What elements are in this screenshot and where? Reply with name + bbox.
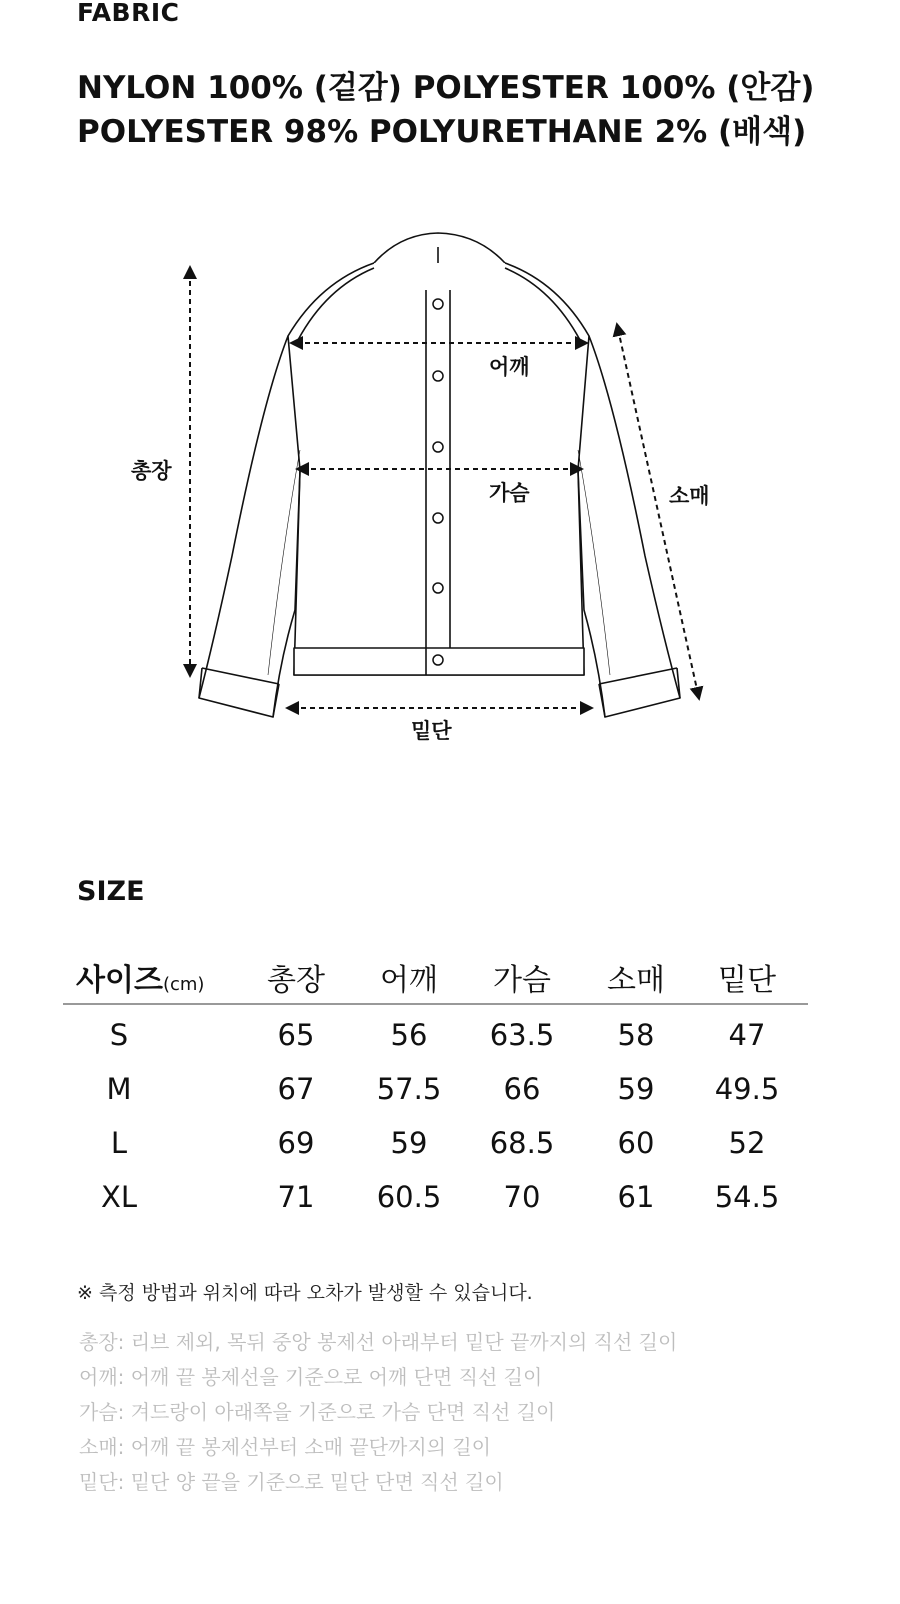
note-chest-description: 가슴: 겨드랑이 아래쪽을 기준으로 가슴 단면 직선 길이 [79,1400,556,1424]
column-header-length: 총장 [267,963,325,998]
unit-label: (cm) [162,974,205,995]
button-icon [433,371,443,381]
shoulder-cell: 57.5 [376,1072,442,1106]
sleeve-cell: 60 [617,1126,655,1160]
length-cell: 67 [277,1072,315,1106]
length-label: 총장 [131,459,172,483]
hem-cell: 47 [728,1018,766,1052]
table-row [63,1113,808,1167]
fabric-composition-line-1: NYLON 100% (겉감) POLYESTER 100% (안감) [77,70,815,106]
chest-cell: 70 [503,1180,541,1214]
length-cell: 65 [277,1018,315,1052]
column-header-chest: 가슴 [493,963,551,998]
hem-cell: 49.5 [714,1072,780,1106]
jacket-measurement-diagram [0,220,900,780]
size-column-header-label: 사이즈 [76,963,163,998]
note-hem-description: 밑단: 밑단 양 끝을 기준으로 밑단 단면 직선 길이 [79,1470,504,1494]
measurement-error-notice: ※ 측정 방법과 위치에 따라 오차가 발생할 수 있습니다. [77,1282,533,1304]
sleeve-measure-line [618,329,698,694]
length-cell: 71 [277,1180,315,1214]
length-cell: 69 [277,1126,315,1160]
size-cell: XL [100,1180,138,1214]
sleeve-cell: 59 [617,1072,655,1106]
button-icon [433,442,443,452]
column-header-hem: 밑단 [718,963,776,998]
chest-label: 가슴 [489,481,530,505]
size-heading: SIZE [77,876,145,907]
hem-label: 밑단 [411,719,452,743]
note-shoulder-description: 어깨: 어깨 끝 봉제선을 기준으로 어깨 단면 직선 길이 [79,1365,543,1389]
button-icon [433,583,443,593]
table-row [63,1167,808,1221]
shoulder-cell: 60.5 [376,1180,442,1214]
size-table [63,955,808,1221]
shoulder-cell: 56 [390,1018,428,1052]
button-icon [433,513,443,523]
button-icon [433,655,443,665]
hem-cell: 52 [728,1126,766,1160]
table-row [63,1005,808,1059]
size-table-header [63,955,808,1005]
shoulder-label: 어깨 [489,355,530,379]
size-column-header [76,955,204,999]
table-row [63,1059,808,1113]
chest-cell: 63.5 [489,1018,555,1052]
note-length-description: 총장: 리브 제외, 목뒤 중앙 봉제선 아래부터 밑단 끝까지의 직선 길이 [79,1330,678,1354]
note-sleeve-description: 소매: 어깨 끝 봉제선부터 소매 끝단까지의 길이 [79,1435,491,1459]
size-cell: L [110,1126,128,1160]
hem-cell: 54.5 [714,1180,780,1214]
column-header-shoulder: 어깨 [380,963,438,998]
size-cell: S [109,1018,129,1052]
sleeve-label: 소매 [669,484,710,508]
fabric-composition-line-2: POLYESTER 98% POLYURETHANE 2% (배색) [77,114,807,150]
size-cell: M [106,1072,132,1106]
button-icon [433,299,443,309]
sleeve-cell: 58 [617,1018,655,1052]
chest-cell: 66 [503,1072,541,1106]
fabric-heading: FABRIC [77,0,180,27]
shoulder-cell: 59 [390,1126,428,1160]
chest-cell: 68.5 [489,1126,555,1160]
column-header-sleeve: 소매 [607,963,665,998]
sleeve-cell: 61 [617,1180,655,1214]
